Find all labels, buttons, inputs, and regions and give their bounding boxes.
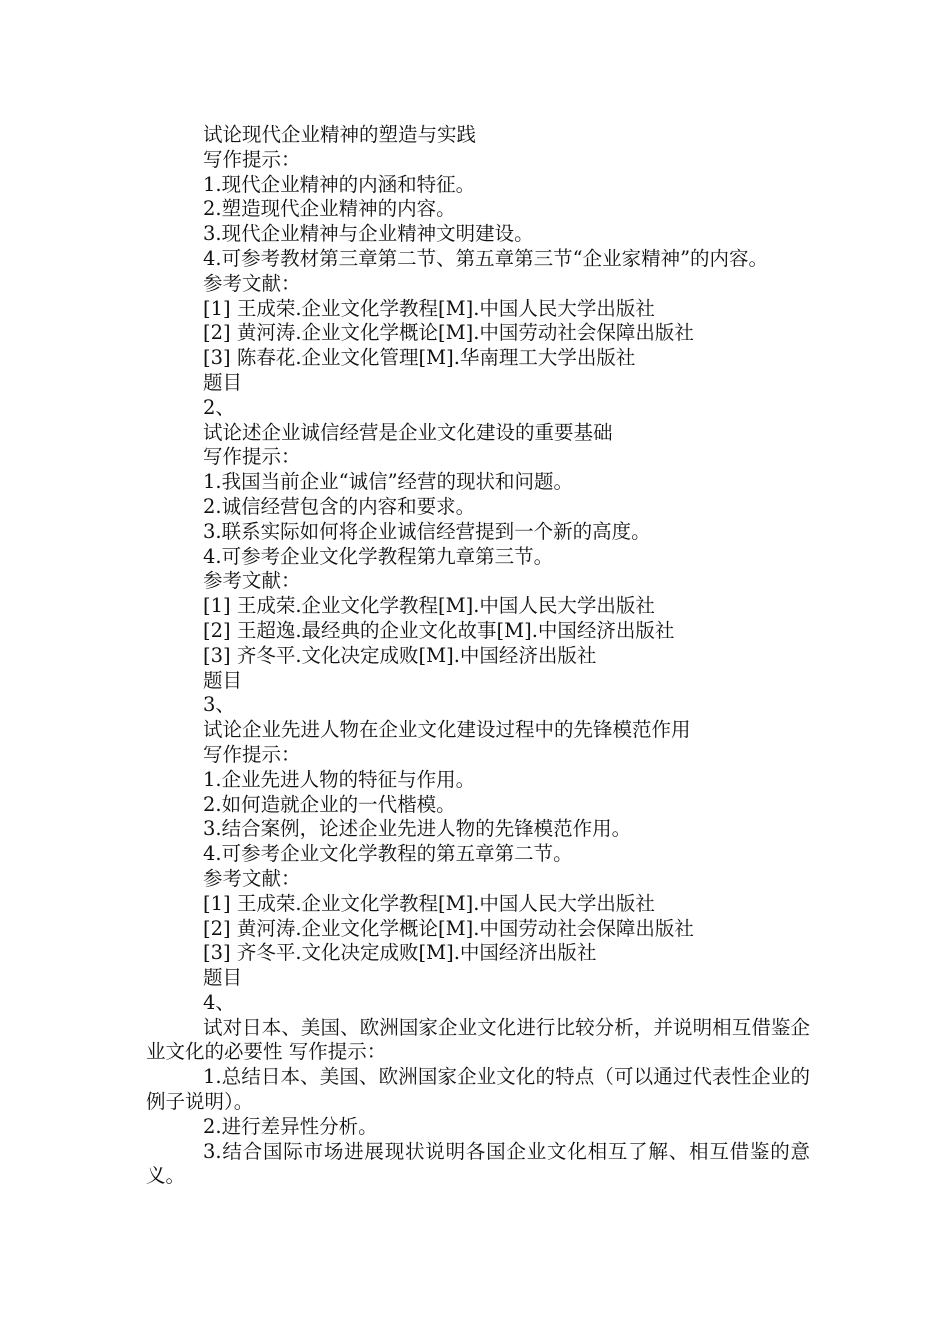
topic4-heading: 题目 [203, 966, 243, 990]
topic3-hints-label: 写作提示： [203, 742, 301, 766]
topic3-hint-1: 1.企业先进人物的特征与作用。 [203, 767, 476, 791]
topic3-heading: 题目 [203, 668, 243, 692]
topic1-hint-4: 4.可参考教材第三章第二节、第五章第三节“企业家精神”的内容。 [203, 246, 769, 270]
topic3-ref-3: [3] 齐冬平.文化决定成败[M].中国经济出版社 [203, 941, 597, 965]
topic1-hint-3: 3.现代企业精神与企业精神文明建设。 [203, 222, 534, 246]
topic2-ref-3: [3] 齐冬平.文化决定成败[M].中国经济出版社 [203, 643, 597, 667]
topic1-refs-label: 参考文献： [203, 271, 301, 295]
topic2-hint-2: 2.诚信经营包含的内容和要求。 [203, 494, 476, 518]
topic2-ref-1: [1] 王成荣.企业文化学教程[M].中国人民大学出版社 [203, 594, 655, 618]
topic4-hint-1: 1.总结日本、美国、欧洲国家企业文化的特点（可以通过代表性企业的例子说明）。 [146, 1065, 810, 1114]
topic1-ref-3: [3] 陈春花.企业文化管理[M].华南理工大学出版社 [203, 346, 636, 370]
topic3-number: 3、 [203, 693, 235, 717]
topic1-ref-2: [2] 黄河涛.企业文化学概论[M].中国劳动社会保障出版社 [203, 321, 694, 345]
document-page [146, 123, 810, 1189]
topic3-hint-3: 3.结合案例，论述企业先进人物的先锋模范作用。 [203, 817, 632, 841]
topic2-refs-label: 参考文献： [203, 569, 301, 593]
topic3-hint-4: 4.可参考企业文化学教程的第五章第二节。 [203, 842, 573, 866]
topic2-title: 试论述企业诚信经营是企业文化建设的重要基础 [203, 420, 613, 444]
topic3-hint-2: 2.如何造就企业的一代楷模。 [203, 792, 456, 816]
topic4-hint-2: 2.进行差异性分析。 [203, 1114, 378, 1138]
topic3-title: 试论企业先进人物在企业文化建设过程中的先锋模范作用 [203, 718, 691, 742]
topic1-hint-1: 1.现代企业精神的内涵和特征。 [203, 172, 476, 196]
topic2-hints-label: 写作提示： [203, 445, 301, 469]
topic1-ref-1: [1] 王成荣.企业文化学教程[M].中国人民大学出版社 [203, 296, 655, 320]
topic2-hint-4: 4.可参考企业文化学教程第九章第三节。 [203, 544, 554, 568]
topic2-hint-1: 1.我国当前企业“诚信”经营的现状和问题。 [203, 470, 574, 494]
topic3-ref-1: [1] 王成荣.企业文化学教程[M].中国人民大学出版社 [203, 891, 655, 915]
topic1-hints-label: 写作提示： [203, 147, 301, 171]
topic1-title: 试论现代企业精神的塑造与实践 [203, 123, 477, 146]
topic2-hint-3: 3.联系实际如何将企业诚信经营提到一个新的高度。 [203, 519, 651, 543]
topic3-ref-2: [2] 黄河涛.企业文化学概论[M].中国劳动社会保障出版社 [203, 916, 694, 940]
topic4-title: 试对日本、美国、欧洲国家企业文化进行比较分析，并说明相互借鉴企业文化的必要性 写作提示： [146, 1015, 810, 1064]
topic2-ref-2: [2] 王超逸.最经典的企业文化故事[M].中国经济出版社 [203, 618, 675, 642]
topic2-heading: 题目 [203, 370, 243, 394]
topic4-number: 4、 [203, 990, 235, 1014]
topic3-refs-label: 参考文献： [203, 866, 301, 890]
topic2-number: 2、 [203, 395, 235, 419]
topic1-hint-2: 2.塑造现代企业精神的内容。 [203, 197, 456, 221]
topic4-hint-3: 3.结合国际市场进展现状说明各国企业文化相互了解、相互借鉴的意义。 [146, 1139, 810, 1188]
